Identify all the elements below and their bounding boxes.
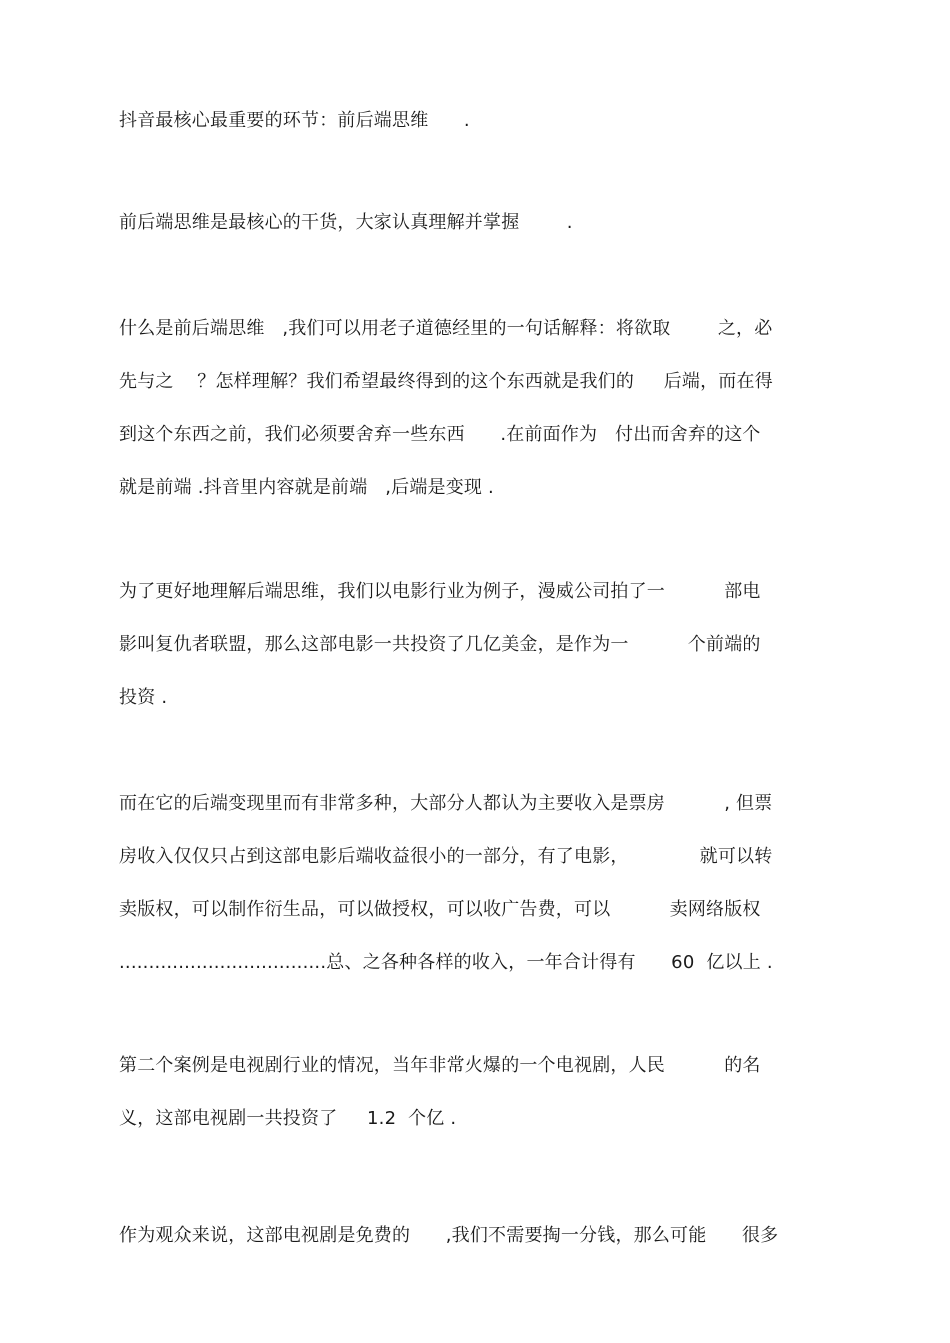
text-line: 影叫复仇者联盟，那么这部电影一共投资了几亿美金，是作为一 个前端的 [119,634,761,655]
text-line: 先与之 ？怎样理解？我们希望最终得到的这个东西就是我们的 后端，而在得 [119,371,773,392]
text-line: 就是前端 .抖音里内容就是前端 ,后端是变现 . [119,477,494,498]
text-line: 抖音最核心最重要的环节：前后端思维 . [119,110,470,131]
text-line: 义，这部电视剧一共投资了 1.2 个亿 . [119,1108,457,1129]
text-line: ...................................总、之各种各样的收入，一年合计得有 60 亿以上 . [119,952,773,973]
text-line: 投资 . [119,687,168,708]
text-line: 卖版权，可以制作衍生品，可以做授权，可以收广告费，可以 卖网络版权 [119,899,761,920]
text-line: 第二个案例是电视剧行业的情况，当年非常火爆的一个电视剧，人民 的名 [119,1055,761,1076]
text-line: 作为观众来说，这部电视剧是免费的 ,我们不需要掏一分钱，那么可能 很多 [119,1225,779,1246]
text-line: 什么是前后端思维 ,我们可以用老子道德经里的一句话解释：将欲取 之，必 [119,318,773,339]
text-line: 为了更好地理解后端思维，我们以电影行业为例子，漫威公司拍了一 部电 [119,581,761,602]
text-line: 前后端思维是最核心的干货，大家认真理解并掌握 . [119,212,573,233]
text-line: 房收入仅仅只占到这部电影后端收益很小的一部分，有了电影， 就可以转 [119,846,773,867]
text-line: 而在它的后端变现里而有非常多种，大部分人都认为主要收入是票房 , 但票 [119,793,773,814]
text-line: 到这个东西之前，我们必须要舍弃一些东西 .在前面作为 付出而舍弃的这个 [119,424,761,445]
